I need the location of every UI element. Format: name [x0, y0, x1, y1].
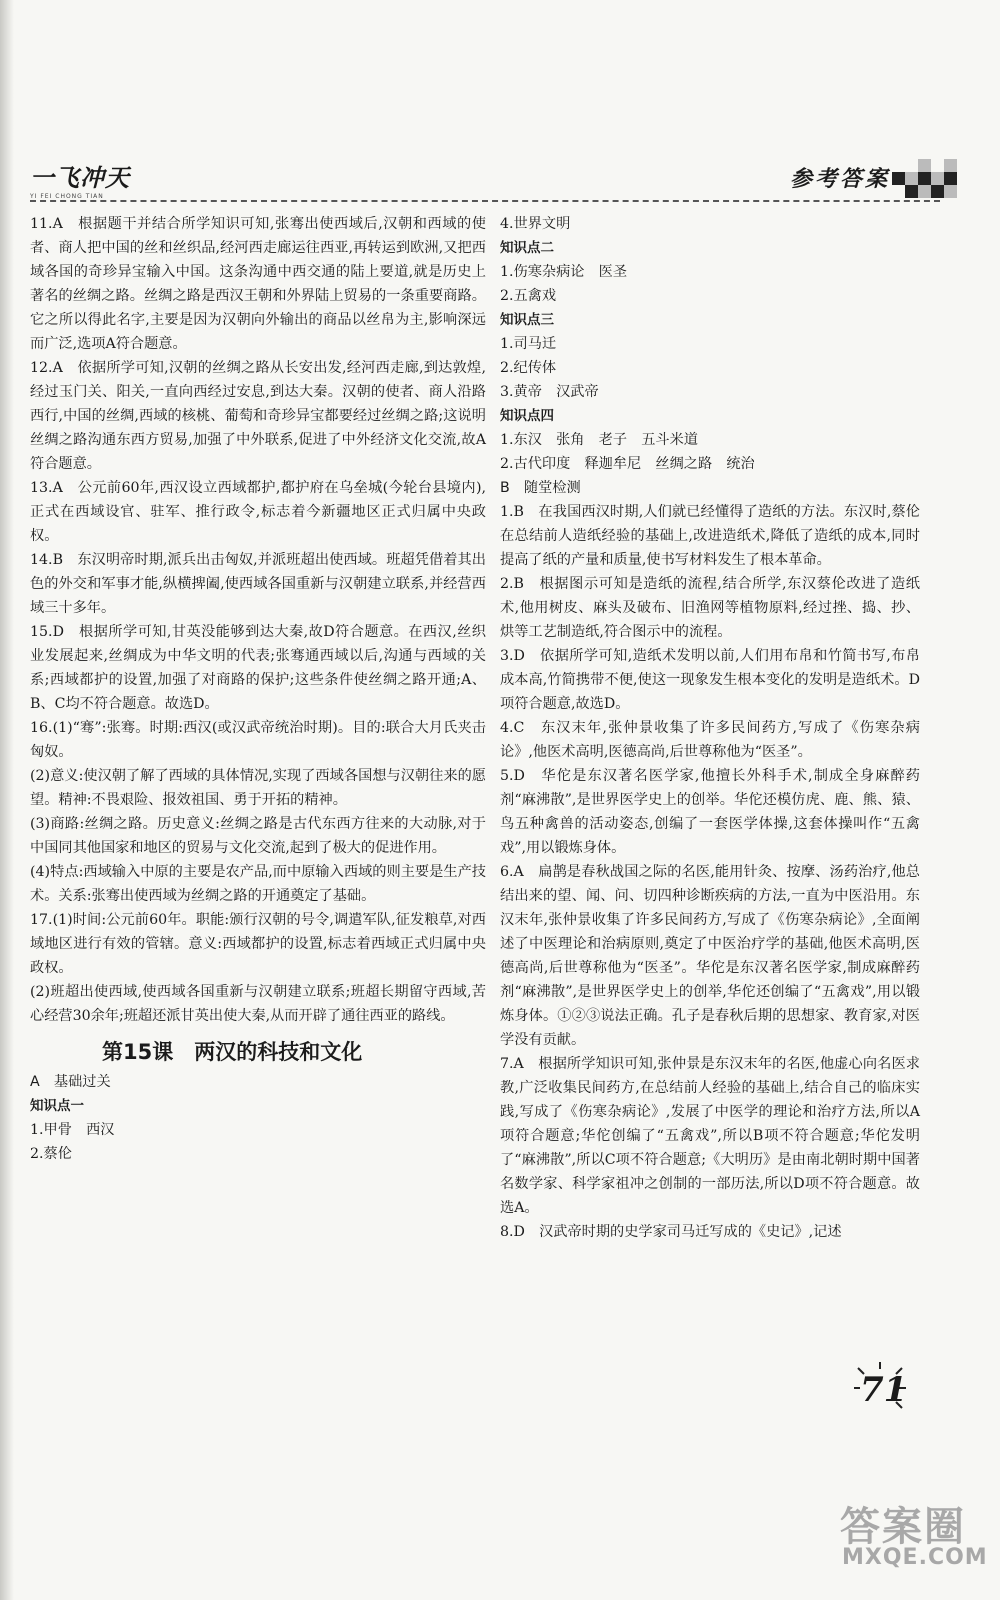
answer-12: 12.A 依据所学可知,汉朝的丝绸之路从长安出发,经河西走廊,到达敦煌,经过玉门关、阳关,一直向西经过安息,到达大秦。汉朝的使者、商人沿路西行,中国的丝绸,西域的核桃、葡萄和奇珍异宝都要经过丝绸之路;这说明丝绸之路沟通东西方贸易,加强了中外联系,促进了中外经济文化交流,故A符合题意。	[30, 360, 486, 472]
header-title: 参考答案	[790, 166, 891, 192]
kp3-answer-2: 2.纪传体	[500, 360, 557, 376]
kp1-answer-2: 2.蔡伦	[30, 1146, 72, 1162]
answer-16-part3: (3)商路:丝绸之路。历史意义:丝绸之路是古代东西方往来的大动脉,对于中国同其他国家和地区的贸易与文化交流,起到了极大的促进作用。	[30, 816, 486, 856]
page-number: 71	[860, 1370, 908, 1410]
right-column	[500, 212, 920, 1244]
knowledge-point-4-heading: 知识点四	[500, 408, 554, 424]
test-answer-7: 7.A 根据所学知识可知,张仲景是东汉末年的名医,他虚心向名医求教,广泛收集民间药方,在总结前人经验的基础上,结合自己的临床实践,写成了《伤寒杂病论》,发展了中医学的理论和治疗方法,所以A项符合题意;华佗创编了“五禽戏”,所以B项不符合题意;华佗发明了“麻沸散”,所以C项不符合题意;《大明历》是由南北朝时期中国著名数学家、科学家祖冲之创制的一部历法,所以D项不符合题意。故选A。	[500, 1056, 920, 1216]
test-answer-6: 6.A 扁鹊是春秋战国之际的名医,能用针灸、按摩、汤药治疗,他总结出来的望、闻、问、切四种诊断疾病的方法,一直为中医沿用。东汉末年,张仲景收集了许多民间药方,写成了《伤寒杂病论》,全面阐述了中医理论和治病原则,奠定了中医治疗学的基础,他医术高明,医德高尚,后世尊称他为“医圣”。华佗是东汉著名医学家,制成麻醉药剂“麻沸散”,是世界医学史上的创举,华佗还创编了“五禽戏”,用以锻炼身体。①②③说法正确。孔子是春秋后期的思想家、教育家,对医学没有贡献。	[500, 864, 920, 1048]
scan-edge	[0, 0, 14, 1600]
answer-11: 11.A 根据题干并结合所学知识可知,张骞出使西域后,汉朝和西域的使者、商人把中国的丝和丝织品,经河西走廊运往西亚,再转运到欧洲,又把西域各国的奇珍异宝输入中国。这条沟通中西交通的陆上要道,就是历史上著名的丝绸之路。丝绸之路是西汉王朝和外界陆上贸易的一条重要商路。它之所以得此名字,主要是因为汉朝向外输出的商品以丝帛为主,影响深远而广泛,选项A符合题意。	[30, 216, 486, 352]
watermark-text: 答案圈	[840, 1504, 966, 1550]
answer-17-part2: (2)班超出使西域,使西域各国重新与汉朝建立联系;班超长期留守西域,苦心经营30余年;班超还派甘英出使大秦,从而开辟了通往西亚的路线。	[30, 984, 486, 1024]
answer-13: 13.A 公元前60年,西汉设立西域都护,都护府在乌垒城(今轮台县境内),正式在西域设官、驻军、推行政令,标志着今新疆地区正式归属中央政权。	[30, 480, 486, 544]
page-header	[30, 150, 950, 205]
test-answer-8: 8.D 汉武帝时期的史学家司马迁写成的《史记》,记述	[500, 1224, 842, 1240]
kp1-answer-4: 4.世界文明	[500, 216, 571, 232]
section-a-heading: A 基础过关	[30, 1074, 111, 1090]
answer-16-part2: (2)意义:使汉朝了解了西域的具体情况,实现了西域各国想与汉朝往来的愿望。精神:不畏艰险、报效祖国、勇于开拓的精神。	[30, 768, 486, 808]
kp2-answer-1: 1.伤寒杂病论 医圣	[500, 264, 628, 280]
logo-subtitle: YI FEI CHONG TIAN	[30, 193, 104, 200]
knowledge-point-2-heading: 知识点二	[500, 240, 554, 256]
test-answer-3: 3.D 依据所学可知,造纸术发明以前,人们用布帛和竹简书写,布帛成本高,竹简携带不便,使这一现象发生根本变化的发明是造纸术。D项符合题意,故选D。	[500, 648, 920, 712]
kp1-answer-1: 1.甲骨 西汉	[30, 1122, 115, 1138]
answer-15: 15.D 根据所学可知,甘英没能够到达大秦,故D符合题意。在西汉,丝织业发展起来,丝绸成为中华文明的代表;张骞通西域以后,沟通与西域的关系;西域都护的设置,加强了对商路的保护;这些条件使丝绸之路开通;A、B、C均不符合题意。故选D。	[30, 624, 486, 712]
answer-17-part1: 17.(1)时间:公元前60年。职能:颁行汉朝的号令,调遣军队,征发粮草,对西域地区进行有效的管辖。意义:西域都护的设置,标志着西域正式归属中央政权。	[30, 912, 486, 976]
knowledge-point-1-heading: 知识点一	[30, 1098, 84, 1114]
knowledge-point-3-heading: 知识点三	[500, 312, 554, 328]
left-column	[30, 212, 486, 1166]
brand-logo	[30, 158, 130, 200]
lesson-title: 第15课 两汉的科技和文化	[102, 1040, 363, 1064]
kp2-answer-2: 2.五禽戏	[500, 288, 557, 304]
kp4-answer-2: 2.古代印度 释迦牟尼 丝绸之路 统治	[500, 456, 755, 472]
watermark-url: MXQE.COM	[842, 1545, 988, 1570]
answer-14: 14.B 东汉明帝时期,派兵出击匈奴,并派班超出使西域。班超凭借着其出色的外交和军事才能,纵横捭阖,使西域各国重新与汉朝建立联系,并经营西域三十多年。	[30, 552, 486, 616]
test-answer-2: 2.B 根据图示可知是造纸的流程,结合所学,东汉蔡伦改进了造纸术,他用树皮、麻头及破布、旧渔网等植物原料,经过挫、捣、抄、烘等工艺制造纸,符合图示中的流程。	[500, 576, 920, 640]
test-answer-4: 4.C 东汉末年,张仲景收集了许多民间药方,写成了《伤寒杂病论》,他医术高明,医德高尚,后世尊称他为“医圣”。	[500, 720, 920, 760]
answer-16-part4: (4)特点:西域输入中原的主要是农产品,而中原输入西域的则主要是生产技术。关系:张骞出使西域为丝绸之路的开通奠定了基础。	[30, 864, 486, 904]
header-divider	[30, 200, 940, 202]
kp3-answer-1: 1.司马迁	[500, 336, 557, 352]
watermark-logo	[840, 1495, 988, 1595]
section-b-heading: B 随堂检测	[500, 480, 581, 496]
logo-text: 一飞冲天	[30, 164, 130, 192]
kp3-answer-3: 3.黄帝 汉武帝	[500, 384, 599, 400]
kp4-answer-1: 1.东汉 张角 老子 五斗米道	[500, 432, 698, 448]
checker-pattern-icon	[892, 158, 966, 198]
test-answer-1: 1.B 在我国西汉时期,人们就已经懂得了造纸的方法。东汉时,蔡伦在总结前人造纸经验的基础上,改进造纸术,降低了造纸的成本,同时提高了纸的产量和质量,使书写材料发生了根本革命。	[500, 504, 920, 568]
answer-16-part1: 16.(1)“骞”:张骞。时期:西汉(或汉武帝统治时期)。目的:联合大月氏夹击匈奴。	[30, 720, 486, 760]
test-answer-5: 5.D 华佗是东汉著名医学家,他擅长外科手术,制成全身麻醉药剂“麻沸散”,是世界医学史上的创举。华佗还模仿虎、鹿、熊、猿、鸟五种禽兽的活动姿态,创编了一套医学体操,这套体操叫作“五禽戏”,用以锻炼身体。	[500, 768, 920, 856]
